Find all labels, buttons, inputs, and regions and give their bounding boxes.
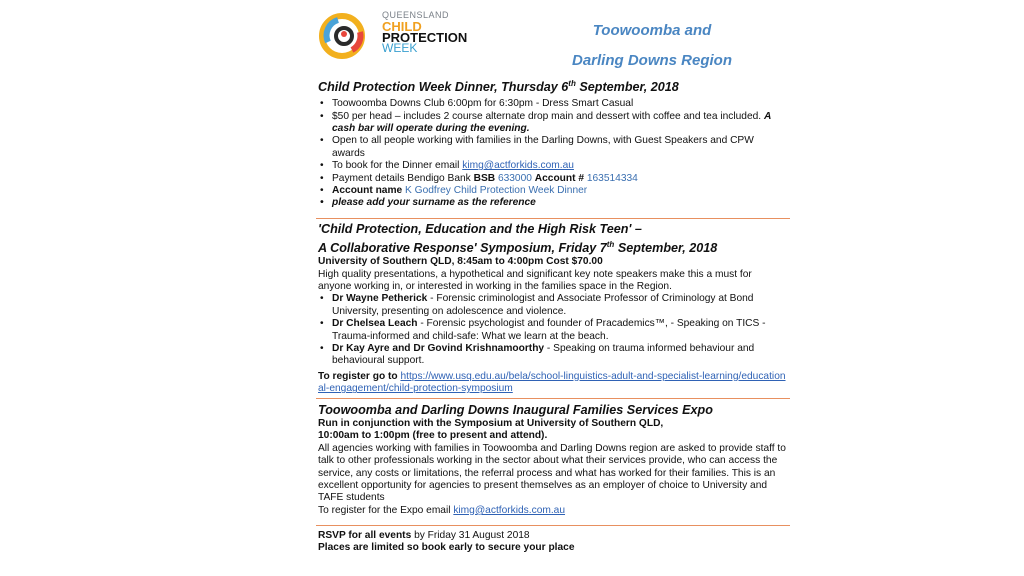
- expo-register: [318, 505, 788, 517]
- expo-section: [318, 403, 788, 517]
- symposium-section: [318, 222, 788, 396]
- expo-email-link[interactable]: kimg@actforkids.com.au: [453, 504, 566, 516]
- dinner-title-date: September, 2018: [575, 80, 679, 95]
- cpw-logo: [318, 8, 498, 66]
- account-name-label: Account name: [332, 185, 403, 197]
- dinner-title: [318, 76, 788, 95]
- bsb-value: 633000: [495, 172, 535, 184]
- dinner-item-reference: • please add your surname as the reference: [332, 197, 788, 209]
- speaker-list: [318, 293, 788, 367]
- symposium-venue: University of Southern QLD, 8:45am to 4:00pm Cost $70.00: [318, 256, 603, 268]
- expo-body: All agencies working with families in Toowoomba and Darling Downs region are asked to provide staff to talk to other professionals working in the sector about what their services provide, who can access the service, any costs or limitations, the referral process and what has worked for their families. This is an excellent opportunity for agencies to present themselves as an employer of choice to University and TAFE students: [318, 442, 786, 504]
- symposium-title-text: A Collaborative Response' Symposium, Friday 7: [318, 241, 607, 256]
- speaker-item: [332, 293, 788, 318]
- expo-subtitle-line2: 10:00am to 1:00pm (free to present and attend).: [318, 430, 548, 442]
- symposium-title-sup: th: [606, 240, 615, 249]
- symposium-title-date: September, 2018: [614, 241, 718, 256]
- cpw-logo-icon: [318, 12, 376, 60]
- account-label: Account #: [534, 172, 585, 184]
- expo-title: Toowoomba and Darling Downs Inaugural Families Services Expo: [318, 403, 713, 417]
- cpw-logo-text: [382, 10, 467, 54]
- rsvp-label: RSVP for all events: [318, 530, 412, 541]
- speaker-name: Dr Wayne Petherick: [332, 293, 428, 305]
- rsvp-line: [318, 530, 788, 542]
- region-title-line1: Toowoomba and: [592, 22, 712, 39]
- speaker-name: Dr Kay Ayre and Dr Govind Krishnamoorthy: [332, 343, 545, 355]
- symposium-register-link[interactable]: https://www.usq.edu.au/bela/school-linguistics-adult-and-specialist-learning/educational-engagement/child-protection-symposium: [318, 370, 786, 395]
- speaker-desc: - Speaking on trauma informed behaviour and behavioural support.: [332, 343, 755, 367]
- section-divider: [316, 398, 790, 399]
- expo-register-text: To register for the Expo email: [318, 504, 454, 516]
- booking-text: To book for the Dinner email: [332, 160, 463, 172]
- region-title-line2: Darling Downs Region: [571, 52, 732, 69]
- speaker-name: Dr Chelsea Leach: [332, 318, 418, 330]
- dinner-item-venue: • Toowoomba Downs Club 6:00pm for 6:30pm - Dress Smart Casual: [332, 98, 788, 110]
- symposium-title-line1: 'Child Protection, Education and the High Risk Teen' –: [318, 222, 642, 236]
- section-divider: [316, 218, 790, 219]
- rsvp-date: by Friday 31 August 2018: [411, 530, 530, 541]
- dinner-item-audience: • Open to all people working with families in the Darling Downs, with Guest Speakers and CPW awards: [332, 135, 788, 160]
- symposium-intro: High quality presentations, a hypothetical and significant key note speakers make this a must for anyone working in, or interested in working in the families space in the Region.: [318, 268, 752, 292]
- dinner-title-text: Child Protection Week Dinner, Thursday 6: [318, 80, 569, 95]
- account-name-value: K Godfrey Child Protection Week Dinner: [402, 185, 588, 197]
- dinner-item-account-name: [332, 185, 788, 197]
- dinner-title-sup: th: [568, 79, 576, 88]
- dinner-section: [318, 76, 788, 210]
- register-label: To register go to: [318, 370, 401, 382]
- dinner-email-link[interactable]: kimg@actforkids.com.au: [462, 160, 574, 172]
- speaker-desc: - Forensic criminologist and Associate Professor of Criminology at Bond University, presenting on adolescence and violence.: [332, 293, 754, 317]
- account-value: 163514334: [584, 172, 638, 184]
- payment-text: Payment details Bendigo Bank: [332, 172, 474, 184]
- speaker-desc: - Forensic psychologist and founder of Pracademics™, - Speaking on TICS - Trauma-informed and child-safe: What we learn at the beach.: [332, 318, 766, 342]
- logo-line-protection: PROTECTION: [382, 30, 468, 45]
- logo-line-week: WEEK: [382, 41, 418, 55]
- cash-bar-note: A cash bar will operate during the evening.: [332, 110, 771, 134]
- places-note: Places are limited so book early to secure your place: [318, 542, 575, 554]
- speaker-item: [332, 343, 788, 368]
- symposium-register: [318, 371, 788, 396]
- dinner-list: [318, 98, 788, 210]
- speaker-item: [332, 318, 788, 343]
- flyer-page: [312, 0, 792, 576]
- price-text: $50 per head – includes 2 course alternate drop main and dessert with coffee and tea included.: [332, 110, 764, 122]
- logo-line-child: CHILD: [382, 19, 422, 34]
- rsvp-section: [318, 530, 788, 555]
- logo-line-queensland: QUEENSLAND: [382, 10, 450, 20]
- region-title: [552, 16, 752, 76]
- bsb-label: BSB: [473, 172, 496, 184]
- dinner-item-payment: [332, 173, 788, 185]
- section-divider: [316, 525, 790, 526]
- symposium-title-line2: [318, 237, 788, 256]
- dinner-item-price: [332, 111, 788, 136]
- dinner-item-booking: [332, 160, 788, 172]
- expo-subtitle-line1: Run in conjunction with the Symposium at University of Southern QLD,: [318, 418, 664, 429]
